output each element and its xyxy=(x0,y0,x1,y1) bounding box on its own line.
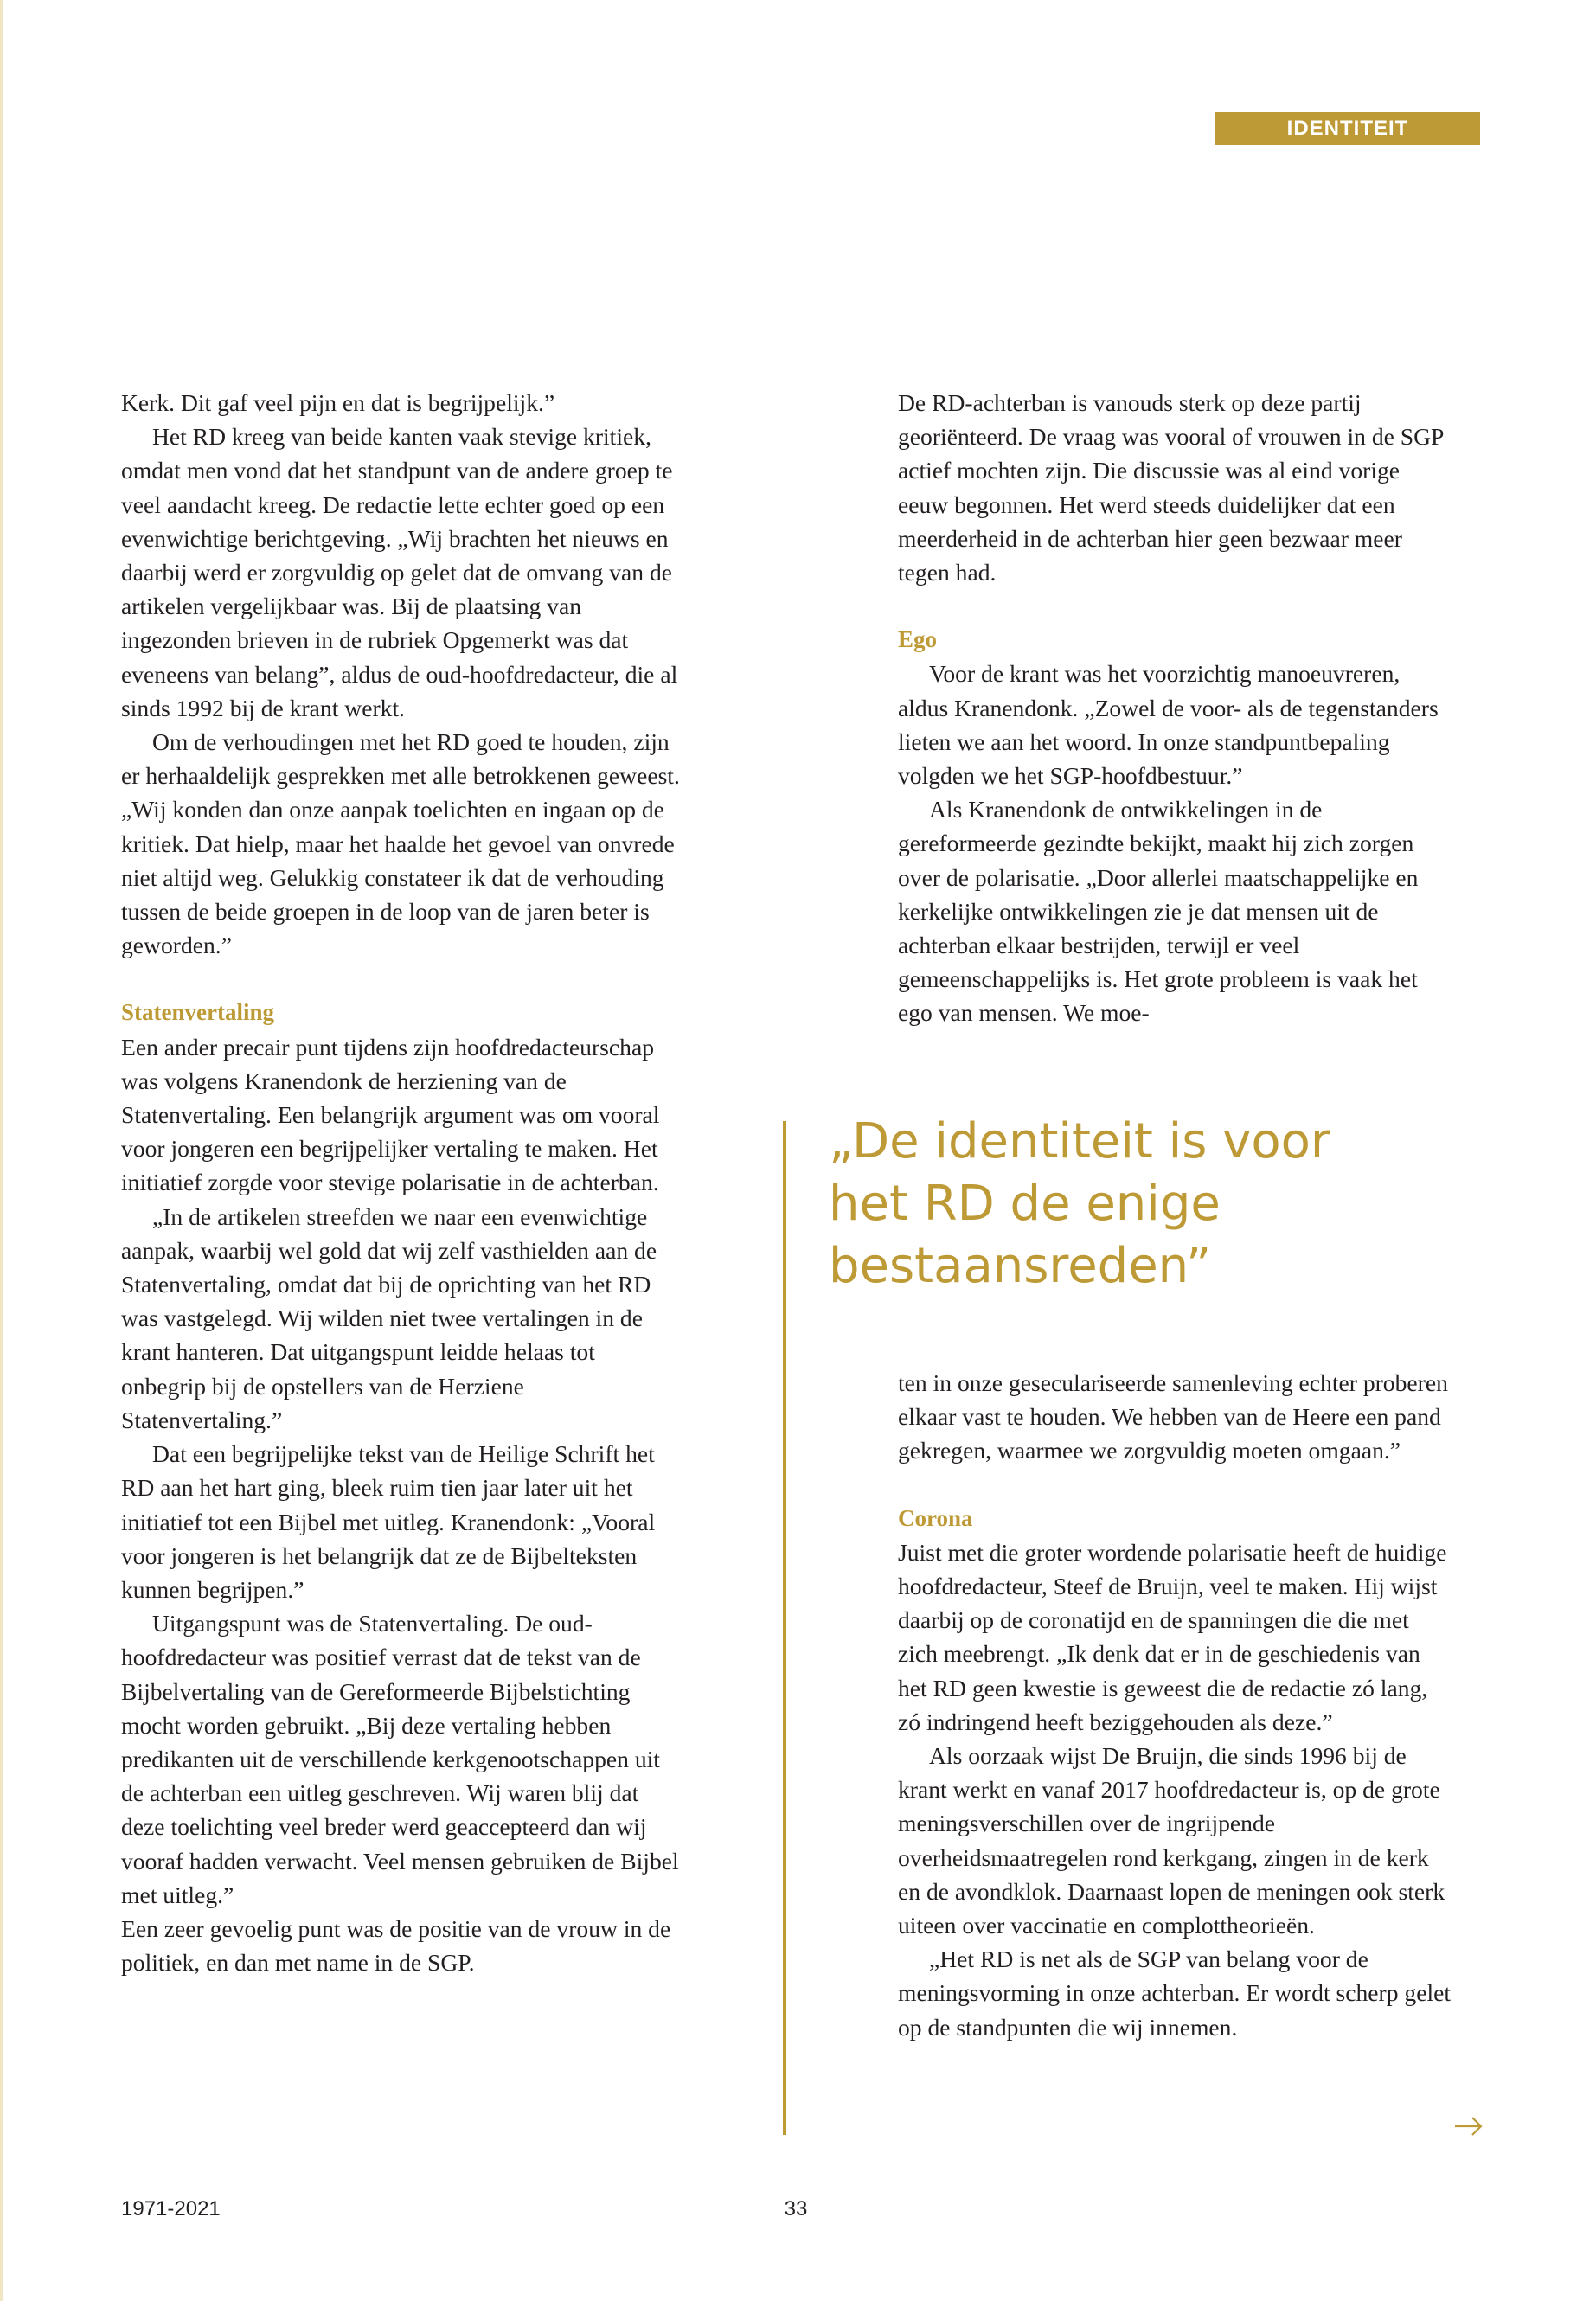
paragraph: Een ander precair punt tijdens zijn hoofdredacteurschap was volgens Kranendonk de herziening van de Statenvertaling. Een belangrijk argument was om vooral voor jongeren een begrijpelijker vertaling te maken. Het initiatief zorgde voor stevige polarisatie in de achterban. xyxy=(121,1033,660,1196)
paragraph: Juist met die groter wordende polarisatie heeft de huidige hoofdredacteur, Steef de Bruijn, veel te maken. Hij wijst daarbij op de coronatijd en de spanningen die die met zich meebrengt. „Ik denk dat er in de geschiedenis van het RD geen kwestie is geweest die de redactie zó lang, zó indringend heeft beziggehouden als deze.” xyxy=(898,1538,1447,1735)
paragraph: De RD-achterban is vanouds sterk op deze partij georiënteerd. De vraag was vooral of vrouwen in de SGP actief mochten zijn. Die discussie was al eind vorige eeuw begonnen. Het werd steeds duidelijker dat een meerderheid in de achterban hier geen bezwaar meer tegen had. xyxy=(898,389,1444,586)
paragraph: ten in onze geseculariseerde samenleving echter proberen elkaar vast te houden. We hebben van de Heere een pand gekregen, waarmee we zorgvuldig moeten omgaan.” xyxy=(898,1369,1448,1465)
paragraph: Kerk. Dit gaf veel pijn en dat is begrijpelijk.” xyxy=(121,389,555,416)
paragraph: Als oorzaak wijst De Bruijn, die sinds 1996 bij de krant werkt en vanaf 2017 hoofdredacteur is, op de grote meningsverschillen over de ingrijpende overheidsmaatregelen rond kerkgang, zingen in de kerk en de avondklok. Daarnaast lopen de meningen ook sterk uiteen over vaccinatie en complottheorieën. xyxy=(898,1742,1445,1939)
article-column-right-top xyxy=(898,386,1452,1030)
paragraph: Het RD kreeg van beide kanten vaak stevige kritiek, omdat men vond dat het standpunt van de andere groep te veel aandacht kreeg. De redactie lette echter goed op een evenwichtige berichtgeving. „Wij brachten het nieuws en daarbij werd er zorgvuldig op gelet dat de omvang van de artikelen vergelijkbaar was. Bij de plaatsing van ingezonden brieven in de rubriek Opgemerkt was dat eveneens van belang”, aldus de oud-hoofdredacteur, die al sinds 1992 bij de krant werkt. xyxy=(121,423,678,721)
arrow-right-icon xyxy=(1452,2109,1486,2144)
page-edge-rule xyxy=(0,0,3,2301)
paragraph: Een zeer gevoelig punt was de positie van de vrouw in de politiek, en dan met name in de SGP. xyxy=(121,1914,671,1977)
page-number: 33 xyxy=(784,2197,808,2221)
subheading-ego: Ego xyxy=(898,626,938,653)
pull-quote-rule xyxy=(783,1121,786,2135)
paragraph: Uitgangspunt was de Statenvertaling. De oud-hoofdredacteur was positief verrast dat de tekst van de Bijbelvertaling van de Gereformeerde Bijbelstichting mocht worden gebruikt. „Bij deze vertaling hebben predikanten uit de verschillende kerkgenootschappen uit de achterban een uitleg geschreven. Wij waren blij dat deze toelichting veel breder werd geaccepteerd dan wij vooraf hadden verwacht. Veel mensen gebruiken de Bijbel met uitleg.” xyxy=(121,1610,679,1908)
pull-quote: „De identiteit is voor het RD de enige bestaansreden” xyxy=(829,1113,1330,1294)
paragraph: Als Kranendonk de ontwikkelingen in de gereformeerde gezindte bekijkt, maakt hij zich zorgen over de polarisatie. „Door allerlei maatschappelijke en kerkelijke ontwikkelingen zie je dat mensen uit de achterban elkaar bestrijden, terwijl er veel gemeenschappelijks is. Het grote probleem is vaak het ego van mensen. We moe- xyxy=(898,796,1419,1027)
footer-years: 1971-2021 xyxy=(121,2197,221,2221)
subheading-corona: Corona xyxy=(898,1504,973,1531)
paragraph: „In de artikelen streefden we naar een evenwichtige aanpak, waarbij wel gold dat wij zelf vasthielden aan de Statenvertaling, omdat dat bij de oprichting van het RD was vastgelegd. Wij wilden niet twee vertalingen in de krant hanteren. Dat uitgangspunt leidde helaas tot onbegrip bij de opstellers van de Herziene Statenvertaling.” xyxy=(121,1202,657,1433)
paragraph: Dat een begrijpelijke tekst van de Heilige Schrift het RD aan het hart ging, bleek ruim tien jaar later uit het initiatief tot een Bijbel met uitleg. Kranendonk: „Vooral voor jongeren is het belangrijk dat ze de Bijbelteksten kunnen begrijpen.” xyxy=(121,1440,656,1603)
paragraph: Om de verhoudingen met het RD goed te houden, zijn er herhaaldelijk gesprekken met alle betrokkenen geweest. „Wij konden dan onze aanpak toelichten en ingaan op de kritiek. Dat hielp, maar het haalde het gevoel van onvrede niet altijd weg. Gelukkig constateer ik dat de verhouding tussen de beide groepen in de loop van de jaren beter is geworden.” xyxy=(121,728,680,959)
subheading-statenvertaling: Statenvertaling xyxy=(121,999,274,1026)
section-tag: IDENTITEIT xyxy=(1215,112,1480,145)
article-column-right-bottom xyxy=(898,1366,1452,2044)
paragraph: „Het RD is net als de SGP van belang voor de meningsvorming in onze achterban. Er wordt scherp gelet op de standpunten die wij innemen. xyxy=(898,1945,1452,2041)
article-column-left xyxy=(121,386,683,1979)
paragraph: Voor de krant was het voorzichtig manoeuvreren, aldus Kranendonk. „Zowel de voor- als de tegenstanders lieten we aan het woord. In onze standpuntbepaling volgden we het SGP-hoofdbestuur.” xyxy=(898,660,1439,790)
